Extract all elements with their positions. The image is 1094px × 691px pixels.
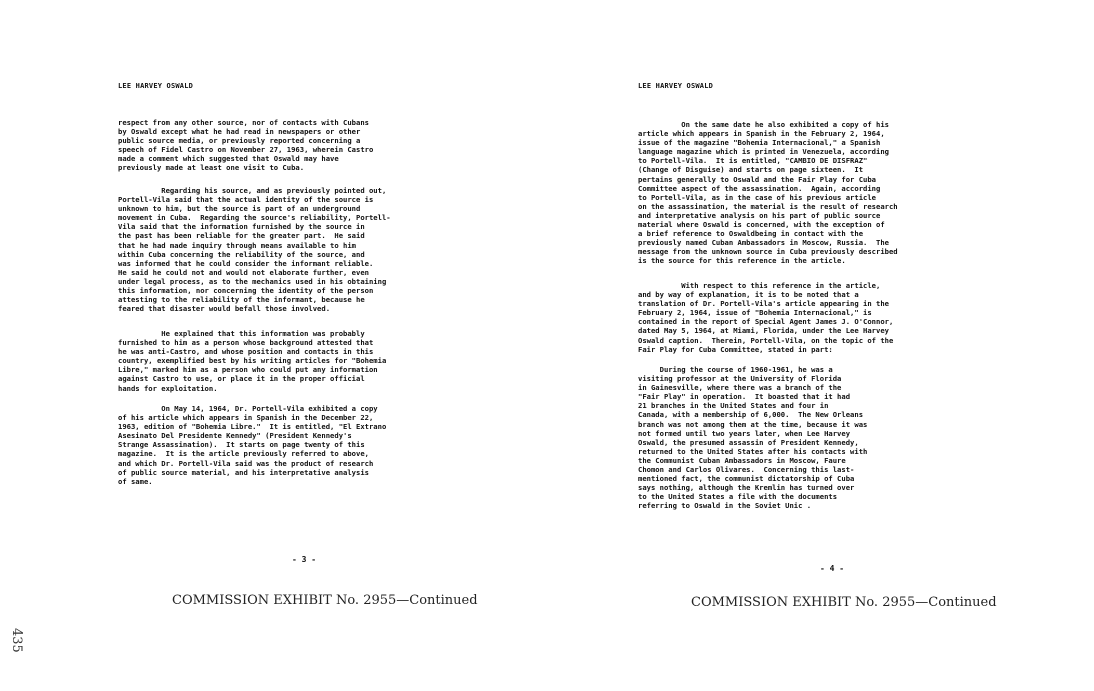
left-document-page [0, 0, 520, 691]
exhibit-caption: COMMISSION EXHIBIT No. 2955—Continued [691, 595, 997, 610]
block-quote: During the course of 1960-1961, he was a visiting professor at the University of Florida in Gainesville, where there was a branch of the "Fair Play" in operation. It boasted that it had 21 branches in the United States and four in Canada, with a membership of 6,000. The New Orleans branch was not among them at the time, because it was not formed until two years later, when Lee Harvey Oswald, the presumed assassin of President Kennedy, returned to the United States after his contacts with the Communist Cuban Ambassadors in Moscow, Faure Chomon and Carlos Olivares. Concerning this last- mentioned fact, the communist dictatorship of Cuba says nothing, although the Kremlin has turned over to the United States a file with the documents referring to Oswald in the Soviet Unic . [638, 365, 868, 511]
paragraph: On May 14, 1964, Dr. Portell-Vila exhibited a copy of his article which appears in Spanish in the December 22, 1963, edition of "Bohemia Libre." It is entitled, "El Extrano Asesinato Del Presidente Kennedy" (President Kennedy's Strange Assassination). It starts on page twenty of this magazine. It is the article previously referred to above, and which Dr. Portell-Vila said was the product of research of public source material, and his interpretative analysis of same. [118, 404, 387, 486]
page-number: - 3 - [292, 555, 317, 564]
paragraph: respect from any other source, nor of contacts with Cubans by Oswald except what he had read in newspapers or other public source media, or previously reported concerning a speech of Fidel Castro on November 27, 1963, wherein Castro made a comment which suggested that Oswald may have previously made at least one visit to Cuba. [118, 118, 374, 173]
volume-page-number: 435 [9, 628, 24, 653]
page-number: - 4 - [820, 564, 845, 573]
exhibit-caption: COMMISSION EXHIBIT No. 2955—Continued [172, 593, 478, 608]
paragraph: Regarding his source, and as previously pointed out, Portell-Vila said that the actual identity of the source is unknown to him, but the source is part of an underground movement in Cuba. Regarding the source's reliability, Portell- Vila said that the information furnished by the source in the past has been reliable for the greater part. He said that he had made inquiry through means available to him within Cuba concerning the reliability of the source, and was informed that he could consider the informant reliable. He said he could not and would not elaborate further, even under legal process, as to the mechanics used in his obtaining this information, nor concerning the identity of the person attesting to the reliability of the informant, because he feared that disaster would befall those involved. [118, 186, 391, 314]
page-header: LEE HARVEY OSWALD [638, 82, 714, 90]
paragraph: He explained that this information was probably furnished to him as a person whose background attested that he was anti-Castro, and whose position and contacts in this country, exemplified best by his writing articles for "Bohemia Libre," marked him as a person who could put any information against Castro to use, or place it in the proper official hands for exploitation. [118, 329, 387, 393]
paragraph: On the same date he also exhibited a copy of his article which appears in Spanish in the February 2, 1964, issue of the magazine "Bohemia Internacional," a Spanish language magazine which is printed in Venezuela, according to Portell-Vila. It is entitled, "CAMBIO DE DISFRAZ" (Change of Disguise) and starts on page sixteen. It pertains generally to Oswald and the Fair Play for Cuba Committee aspect of the assassination. Again, according to Portell-Vila, as in the case of his previous article on the assassination, the material is the result of research and interpretative analysis on his part of public source material where Oswald is concerned, with the exception of a brief reference to Oswaldbeing in contact with the previously named Cuban Ambassadors in Moscow, Russia. The message from the unknown source in Cuba previously described is the source for this reference in the article. [638, 120, 898, 266]
page-header: LEE HARVEY OSWALD [118, 82, 194, 90]
paragraph: With respect to this reference in the article, and by way of explanation, it is to be noted that a translation of Dr. Portell-Vila's article appearing in the February 2, 1964, issue of "Bohemia Internacional," is contained in the report of Special Agent James J. O'Connor, dated May 5, 1964, at Miami, Florida, under the Lee Harvey Oswald caption. Therein, Portell-Vila, on the topic of the Fair Play for Cuba Committee, stated in part: [638, 281, 894, 354]
right-document-page [560, 0, 1094, 691]
